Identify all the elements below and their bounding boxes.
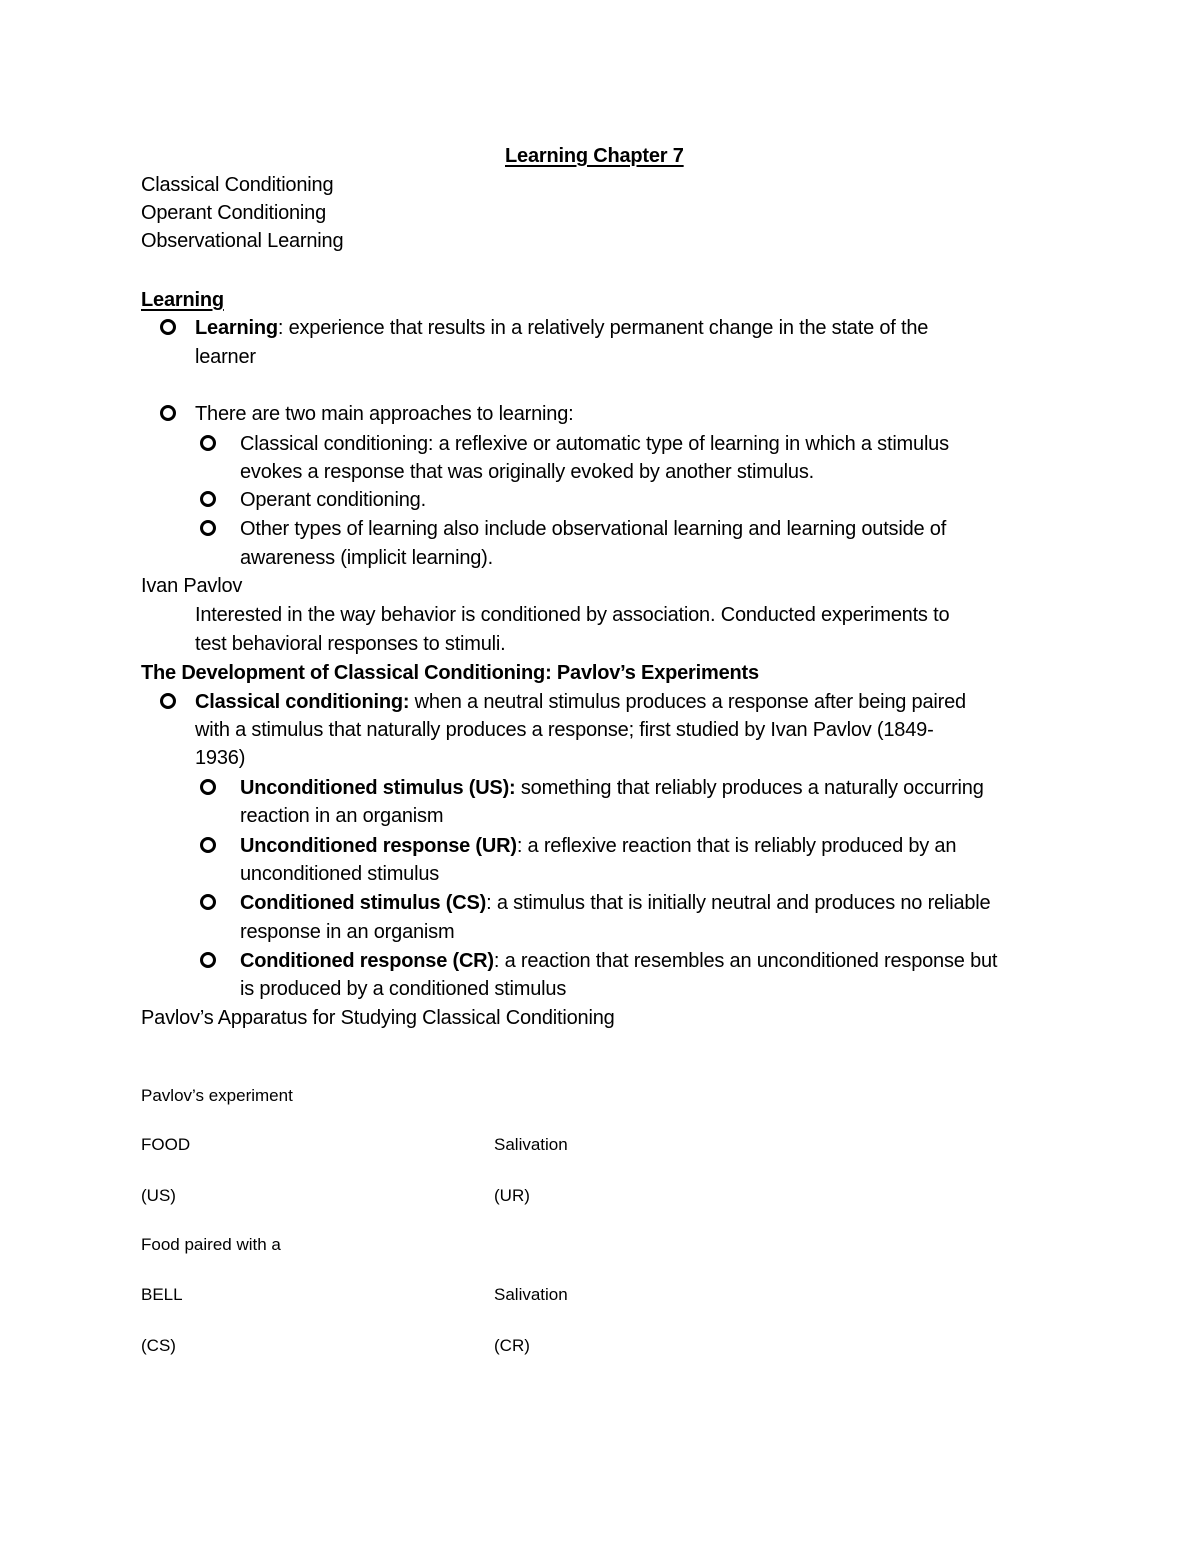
circle-bullet-icon bbox=[200, 435, 216, 451]
topic-item: Operant Conditioning bbox=[141, 202, 327, 224]
term-name: Conditioned response (CR) bbox=[240, 950, 494, 972]
experiment-response: Salivation bbox=[494, 1135, 568, 1154]
circle-bullet-icon bbox=[200, 837, 216, 853]
term-definition bbox=[240, 889, 990, 918]
classical-conditioning-definition-cont: 1936) bbox=[195, 747, 246, 769]
circle-bullet-icon bbox=[200, 952, 216, 968]
experiment-stimulus: BELL bbox=[141, 1285, 183, 1304]
experiment-response-label: (UR) bbox=[494, 1186, 530, 1205]
approach-item: Operant conditioning. bbox=[240, 489, 426, 511]
learning-definition-cont: learner bbox=[195, 346, 256, 368]
term-definition bbox=[240, 774, 984, 803]
approach-item: Classical conditioning: a reflexive or automatic type of learning in which a stimulus bbox=[240, 433, 949, 455]
topic-item: Observational Learning bbox=[141, 230, 344, 252]
classical-conditioning-definition-cont: with a stimulus that naturally produces a response; first studied by Ivan Pavlov (1849- bbox=[195, 719, 934, 741]
apparatus-heading: Pavlov’s Apparatus for Studying Classical Conditioning bbox=[141, 1007, 615, 1029]
circle-bullet-icon bbox=[160, 319, 176, 335]
experiment-response-label: (CR) bbox=[494, 1336, 530, 1355]
approach-item: Other types of learning also include observational learning and learning outside of bbox=[240, 518, 947, 540]
classical-conditioning-definition bbox=[195, 688, 966, 717]
experiment-heading: Pavlov’s experiment bbox=[141, 1086, 293, 1105]
approach-item-cont: awareness (implicit learning). bbox=[240, 547, 493, 569]
experiment-stimulus: FOOD bbox=[141, 1135, 191, 1154]
term-definition-cont: reaction in an organism bbox=[240, 805, 444, 827]
pavlov-description: Interested in the way behavior is conditioned by association. Conducted experiments to bbox=[195, 604, 950, 626]
circle-bullet-icon bbox=[160, 405, 176, 421]
section-heading-learning: Learning bbox=[141, 289, 224, 311]
experiment-response: Salivation bbox=[494, 1285, 568, 1304]
definition-text: : experience that results in a relatively permanent change in the state of the bbox=[277, 317, 929, 339]
section-heading-development: The Development of Classical Conditioning: Pavlov’s Experiments bbox=[141, 662, 759, 684]
term-name: Unconditioned response (UR) bbox=[240, 835, 517, 857]
experiment-stimulus-label: (US) bbox=[141, 1186, 176, 1205]
definition-term: Learning bbox=[195, 317, 278, 339]
term-text: : a stimulus that is initially neutral and produces no reliable bbox=[486, 892, 991, 914]
experiment-stimulus-label: (CS) bbox=[141, 1336, 176, 1355]
term-definition-cont: is produced by a conditioned stimulus bbox=[240, 978, 567, 1000]
term-name: Conditioned stimulus (CS) bbox=[240, 892, 487, 914]
term-definition bbox=[240, 947, 997, 976]
term-text: : a reaction that resembles an unconditioned response but bbox=[493, 950, 998, 972]
term-definition bbox=[240, 832, 956, 861]
definition-text: when a neutral stimulus produces a response after being paired bbox=[409, 691, 966, 713]
circle-bullet-icon bbox=[200, 491, 216, 507]
circle-bullet-icon bbox=[160, 693, 176, 709]
term-definition-cont: unconditioned stimulus bbox=[240, 863, 440, 885]
experiment-paired-text: Food paired with a bbox=[141, 1235, 281, 1254]
definition-term: Classical conditioning: bbox=[195, 691, 410, 713]
circle-bullet-icon bbox=[200, 779, 216, 795]
circle-bullet-icon bbox=[200, 520, 216, 536]
term-text: : a reflexive reaction that is reliably produced by an bbox=[516, 835, 957, 857]
approach-item-cont: evokes a response that was originally evoked by another stimulus. bbox=[240, 461, 814, 483]
pavlov-name: Ivan Pavlov bbox=[141, 575, 243, 597]
approaches-intro: There are two main approaches to learning: bbox=[195, 403, 574, 425]
term-text: something that reliably produces a naturally occurring bbox=[515, 777, 984, 799]
term-definition-cont: response in an organism bbox=[240, 921, 455, 943]
page-title: Learning Chapter 7 bbox=[505, 145, 684, 167]
circle-bullet-icon bbox=[200, 894, 216, 910]
pavlov-description-cont: test behavioral responses to stimuli. bbox=[195, 633, 506, 655]
topic-item: Classical Conditioning bbox=[141, 174, 334, 196]
term-name: Unconditioned stimulus (US): bbox=[240, 777, 516, 799]
learning-definition bbox=[195, 314, 928, 343]
